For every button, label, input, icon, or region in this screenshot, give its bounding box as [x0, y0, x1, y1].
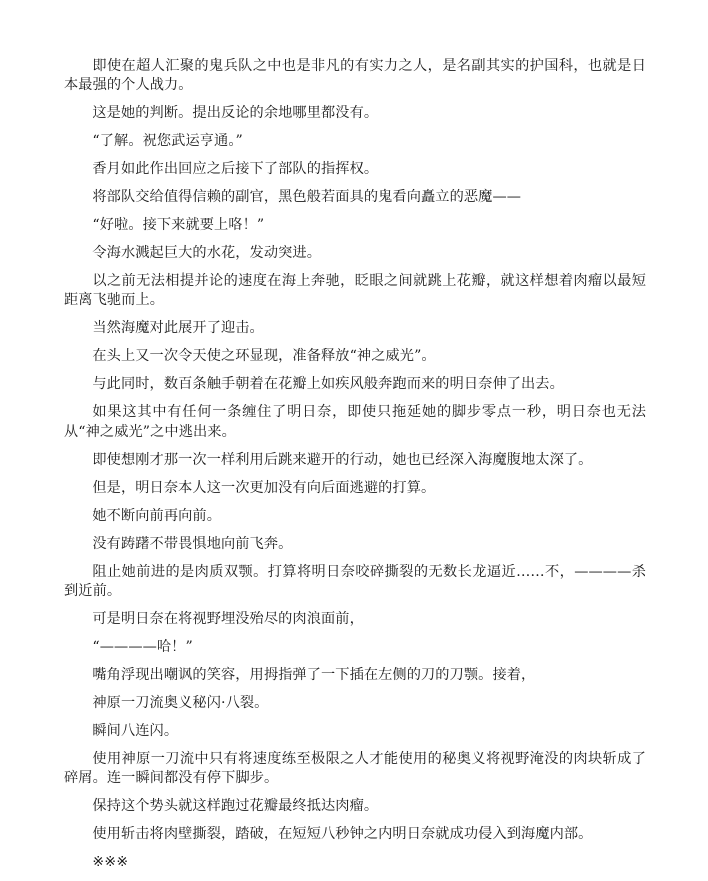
paragraph: 当然海魔对此展开了迎击。: [92, 320, 264, 337]
paragraph: “了解。祝您武运亨通。”: [92, 133, 243, 150]
paragraph: 她不断向前再向前。: [92, 507, 221, 524]
paragraph: 在头上又一次令天使之环显现，准备释放“神之威光”。: [92, 348, 436, 365]
paragraph: “好啦。接下来就要上咯！”: [92, 217, 265, 234]
paragraph: 与此同时，数百条触手朝着在花瓣上如疾风般奔跑而来的明日奈伸了出去。: [92, 376, 564, 393]
paragraph: 这是她的判断。提出反论的余地哪里都没有。: [92, 105, 379, 122]
paragraph: “————哈！”: [92, 638, 193, 655]
paragraph: 可是明日奈在将视野埋没殆尽的肉浪面前，: [92, 610, 364, 627]
paragraph: 即使想刚才那一次一样利用后跳来避开的行动，她也已经深入海魔腹地太深了。: [92, 451, 593, 468]
paragraph: 香月如此作出回应之后接下了部队的指挥权。: [92, 161, 379, 178]
paragraph: 没有踌躇不带畏惧地向前飞奔。: [92, 535, 293, 552]
paragraph: 使用神原一刀流中只有将速度练至极限之人才能使用的秘奥义将视野淹没的肉块斩成了碎屑。连一瞬间都没有停下脚步。: [64, 750, 646, 787]
paragraph: 将部队交给值得信赖的副官，黑色般若面具的鬼看向矗立的恶魔——: [92, 189, 522, 206]
paragraph: 使用斩击将肉壁撕裂，踏破，在短短八秒钟之内明日奈就成功侵入到海魔内部。: [92, 826, 593, 843]
paragraph: 瞬间八连闪。: [92, 722, 179, 739]
paragraph: 阻止她前进的是肉质双颚。打算将明日奈咬碎撕裂的无数长龙逼近……不，————杀到近前。: [64, 563, 646, 599]
paragraph: 以之前无法相提并论的速度在海上奔驰，眨眼之间就跳上花瓣，就这样想着肉瘤以最短距离飞驰而上。: [64, 273, 646, 309]
paragraph: 保持这个势头就这样跑过花瓣最终抵达肉瘤。: [92, 798, 379, 815]
paragraph: 令海水溅起巨大的水花，发动突进。: [92, 245, 321, 262]
paragraph: 但是，明日奈本人这一次更加没有向后面逃避的打算。: [92, 479, 436, 496]
paragraph: 神原一刀流奥义秘闪·八裂。: [92, 694, 269, 711]
paragraph: 如果这其中有任何一条缠住了明日奈，即使只拖延她的脚步零点一秒，明日奈也无法从“神之威光”之中逃出来。: [64, 404, 646, 440]
paragraph: 即使在超人汇聚的鬼兵队之中也是非凡的有实力之人，是名副其实的护国科，也就是日本最强的个人战力。: [64, 58, 646, 94]
document-page: [64, 57, 646, 881]
paragraph: 嘴角浮现出嘲讽的笑容，用拇指弹了一下插在左侧的刀的刀颚。接着，: [92, 666, 536, 683]
section-break: ※※※: [92, 854, 129, 871]
